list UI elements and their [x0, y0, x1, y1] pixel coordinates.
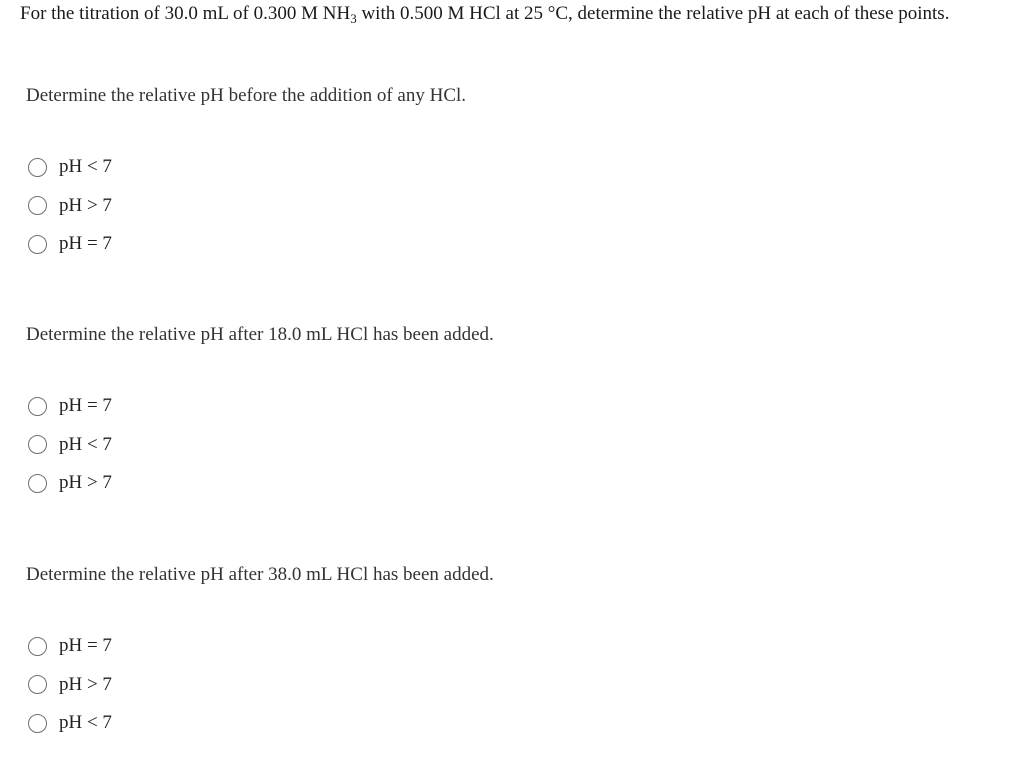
question-3-option-1[interactable] [26, 627, 926, 666]
option-label: pH < 7 [59, 433, 112, 455]
question-1-option-2[interactable] [26, 187, 926, 226]
option-label: pH < 7 [59, 712, 112, 734]
question-2-option-3[interactable] [26, 464, 926, 503]
option-label: pH > 7 [59, 472, 112, 494]
question-header [20, 1, 949, 27]
option-label: pH = 7 [59, 233, 112, 255]
question-2-options [26, 387, 926, 503]
header-text-start: For the titration of 30.0 mL of 0.300 M NH [20, 3, 351, 24]
question-1-prompt: Determine the relative pH before the addition of any HCl. [26, 85, 467, 106]
radio-button-icon[interactable] [28, 637, 47, 656]
radio-button-icon[interactable] [28, 714, 47, 733]
question-2 [26, 323, 926, 503]
question-2-option-2[interactable] [26, 426, 926, 465]
question-1-options [26, 148, 926, 264]
option-label: pH = 7 [59, 395, 112, 417]
question-2-prompt: Determine the relative pH after 18.0 mL HCl has been added. [26, 324, 494, 345]
option-label: pH < 7 [59, 156, 112, 178]
question-1-option-1[interactable] [26, 148, 926, 187]
radio-button-icon[interactable] [28, 675, 47, 694]
radio-button-icon[interactable] [28, 158, 47, 177]
radio-button-icon[interactable] [28, 474, 47, 493]
question-1 [26, 84, 926, 264]
header-text-end: with 0.500 M HCl at 25 °C, determine the relative pH at each of these points. [356, 3, 950, 24]
radio-button-icon[interactable] [28, 397, 47, 416]
radio-button-icon[interactable] [28, 435, 47, 454]
question-3 [26, 563, 926, 743]
option-label: pH > 7 [59, 194, 112, 216]
radio-button-icon[interactable] [28, 235, 47, 254]
question-3-options [26, 627, 926, 743]
option-label: pH > 7 [59, 673, 112, 695]
question-3-option-2[interactable] [26, 666, 926, 705]
radio-button-icon[interactable] [28, 196, 47, 215]
option-label: pH = 7 [59, 635, 112, 657]
question-3-option-3[interactable] [26, 704, 926, 743]
header-subscript: 3 [350, 11, 357, 26]
question-3-prompt: Determine the relative pH after 38.0 mL HCl has been added. [26, 564, 494, 585]
question-1-option-3[interactable] [26, 225, 926, 264]
question-2-option-1[interactable] [26, 387, 926, 426]
